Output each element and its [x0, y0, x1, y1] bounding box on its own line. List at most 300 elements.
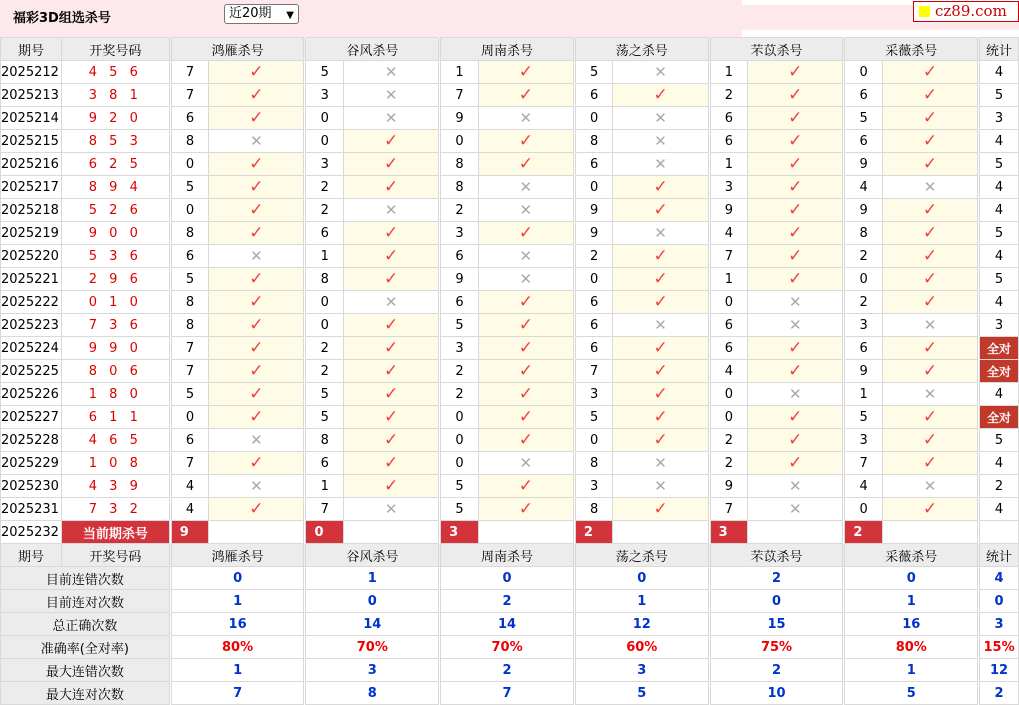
- kill-digit: 4: [171, 475, 209, 498]
- kill-digit: 2: [845, 291, 883, 314]
- issue-number: 2025227: [1, 406, 62, 429]
- stats-value: 1: [575, 590, 708, 613]
- stats-value: 75%: [710, 636, 843, 659]
- draw-number: 3 8 1: [61, 84, 169, 107]
- kill-digit: 6: [306, 222, 344, 245]
- stats-row: [1, 613, 1019, 636]
- check-cell: [613, 498, 708, 521]
- kill-digit: 6: [306, 452, 344, 475]
- kill-digit: 2: [306, 199, 344, 222]
- issue-number: 2025220: [1, 245, 62, 268]
- cross-cell: [209, 130, 304, 153]
- kill-digit: 2: [441, 199, 479, 222]
- cross-icon: ✕: [519, 178, 533, 196]
- header-predictor: 谷风杀号: [306, 544, 439, 567]
- check-cell: [882, 360, 977, 383]
- cross-cell: [613, 107, 708, 130]
- check-cell: [613, 360, 708, 383]
- check-icon: ✓: [383, 406, 399, 427]
- kill-digit: 8: [171, 314, 209, 337]
- cross-icon: ✕: [654, 109, 667, 127]
- check-cell: [209, 360, 304, 383]
- cross-icon: ✕: [654, 454, 667, 472]
- check-icon: ✓: [383, 429, 399, 450]
- cross-icon: ✕: [654, 477, 667, 495]
- header-predictor: 荡之杀号: [575, 38, 708, 61]
- check-cell: [209, 84, 304, 107]
- stats-value: 0: [575, 567, 708, 590]
- cross-icon: ✕: [654, 155, 667, 173]
- stats-value: 3: [575, 659, 708, 682]
- kill-digit: 5: [306, 383, 344, 406]
- check-icon: ✓: [383, 245, 399, 266]
- stats-value: 10: [710, 682, 843, 705]
- cross-icon: ✕: [250, 247, 263, 265]
- check-cell: [478, 498, 573, 521]
- kill-digit: 4: [710, 222, 748, 245]
- kill-digit: 0: [441, 406, 479, 429]
- cross-cell: [344, 199, 439, 222]
- kill-digit: 6: [710, 130, 748, 153]
- table-row: [1, 61, 1019, 84]
- cross-cell: [613, 475, 708, 498]
- check-cell: [478, 314, 573, 337]
- issue-number: 2025215: [1, 130, 62, 153]
- check-icon: ✓: [788, 429, 803, 450]
- stats-value: 5: [575, 682, 708, 705]
- check-cell: [748, 153, 843, 176]
- check-cell: [209, 337, 304, 360]
- check-icon: ✓: [249, 199, 264, 220]
- check-icon: ✓: [518, 429, 533, 450]
- table-body: [1, 38, 1019, 705]
- cross-icon: ✕: [384, 86, 398, 104]
- table-row: [1, 291, 1019, 314]
- kill-digit: 5: [171, 268, 209, 291]
- cross-icon: ✕: [384, 293, 398, 311]
- kill-digit: 8: [306, 268, 344, 291]
- check-cell: [882, 61, 977, 84]
- kill-digit: 3: [575, 475, 613, 498]
- kill-digit: 1: [845, 383, 883, 406]
- kill-digit: 7: [171, 452, 209, 475]
- check-cell: [209, 176, 304, 199]
- cross-icon: ✕: [384, 500, 398, 518]
- stats-value: 7: [441, 682, 574, 705]
- current-kill-digit: 2: [575, 521, 613, 544]
- check-cell: [748, 176, 843, 199]
- kill-digit: 7: [710, 245, 748, 268]
- check-cell: [209, 199, 304, 222]
- kill-digit: 1: [441, 61, 479, 84]
- check-cell: [882, 498, 977, 521]
- kill-digit: 8: [575, 498, 613, 521]
- kill-digit: 4: [710, 360, 748, 383]
- header-predictor: 荡之杀号: [575, 544, 708, 567]
- check-icon: ✓: [788, 199, 803, 220]
- stats-value: 12: [575, 613, 708, 636]
- cross-icon: ✕: [789, 293, 802, 311]
- stats-value: 0: [306, 590, 439, 613]
- check-cell: [748, 429, 843, 452]
- cross-icon: ✕: [250, 431, 263, 449]
- check-icon: ✓: [922, 107, 938, 128]
- stats-total: 15%: [980, 636, 1019, 659]
- header-predictor: 周南杀号: [441, 544, 574, 567]
- current-blank-cell: [748, 521, 843, 544]
- current-kill-digit: 3: [441, 521, 479, 544]
- current-blank-cell: [209, 521, 304, 544]
- check-icon: ✓: [249, 360, 264, 381]
- kill-number-table-wrap: [0, 37, 1019, 705]
- cross-cell: [344, 107, 439, 130]
- kill-digit: 3: [441, 222, 479, 245]
- period-select[interactable]: [224, 4, 299, 24]
- check-cell: [344, 153, 439, 176]
- kill-digit: 9: [845, 199, 883, 222]
- check-cell: [209, 406, 304, 429]
- check-cell: [478, 291, 573, 314]
- kill-digit: 5: [171, 176, 209, 199]
- kill-digit: 7: [171, 360, 209, 383]
- issue-number: 2025213: [1, 84, 62, 107]
- kill-digit: 6: [710, 314, 748, 337]
- check-cell: [209, 61, 304, 84]
- kill-digit: 0: [306, 314, 344, 337]
- check-icon: ✓: [788, 406, 803, 427]
- cross-cell: [613, 314, 708, 337]
- cross-cell: [209, 475, 304, 498]
- draw-number: 4 5 6: [61, 61, 169, 84]
- check-icon: ✓: [249, 383, 264, 404]
- kill-digit: 6: [171, 245, 209, 268]
- check-icon: ✓: [922, 61, 938, 82]
- kill-digit: 6: [575, 291, 613, 314]
- header-draw: 开奖号码: [61, 544, 169, 567]
- header-predictor: 采薇杀号: [845, 544, 978, 567]
- header-issue: 期号: [1, 544, 62, 567]
- check-cell: [209, 452, 304, 475]
- cross-cell: [613, 130, 708, 153]
- kill-digit: 6: [845, 337, 883, 360]
- issue-number: 2025229: [1, 452, 62, 475]
- check-cell: [613, 84, 708, 107]
- check-cell: [613, 429, 708, 452]
- issue-number: 2025228: [1, 429, 62, 452]
- kill-digit: 5: [306, 406, 344, 429]
- kill-digit: 6: [441, 291, 479, 314]
- draw-number: 0 1 0: [61, 291, 169, 314]
- check-cell: [748, 406, 843, 429]
- check-icon: ✓: [383, 383, 399, 404]
- cross-icon: ✕: [654, 316, 667, 334]
- cross-icon: ✕: [789, 316, 802, 334]
- check-cell: [882, 222, 977, 245]
- cross-cell: [613, 61, 708, 84]
- kill-digit: 0: [845, 61, 883, 84]
- header-stat: 统计: [980, 38, 1019, 61]
- cross-icon: ✕: [654, 224, 667, 242]
- stats-label: 目前连错次数: [1, 567, 170, 590]
- check-icon: ✓: [518, 314, 533, 335]
- kill-digit: 3: [845, 314, 883, 337]
- stats-value: 70%: [306, 636, 439, 659]
- stats-row: [1, 682, 1019, 705]
- header-predictor: 芣苡杀号: [710, 544, 843, 567]
- check-icon: ✓: [922, 130, 938, 151]
- kill-digit: 3: [306, 84, 344, 107]
- check-icon: ✓: [788, 245, 803, 266]
- check-cell: [478, 429, 573, 452]
- stats-total: 0: [980, 590, 1019, 613]
- stats-row: [1, 567, 1019, 590]
- draw-number: 5 3 6: [61, 245, 169, 268]
- check-icon: ✓: [653, 429, 668, 450]
- cross-icon: ✕: [250, 477, 263, 495]
- check-cell: [882, 452, 977, 475]
- kill-digit: 3: [710, 176, 748, 199]
- issue-number: 2025222: [1, 291, 62, 314]
- check-icon: ✓: [653, 268, 668, 289]
- header-predictor: 鸿雁杀号: [171, 544, 304, 567]
- cross-icon: ✕: [519, 454, 533, 472]
- stats-value: 2: [710, 567, 843, 590]
- current-kill-digit: 0: [306, 521, 344, 544]
- header-predictor: 芣苡杀号: [710, 38, 843, 61]
- kill-digit: 0: [845, 498, 883, 521]
- cross-cell: [478, 245, 573, 268]
- check-cell: [344, 245, 439, 268]
- check-cell: [748, 360, 843, 383]
- check-icon: ✓: [249, 406, 264, 427]
- check-cell: [882, 406, 977, 429]
- stat-value: 4: [980, 199, 1019, 222]
- check-icon: ✓: [383, 153, 399, 174]
- draw-number: 6 1 1: [61, 406, 169, 429]
- check-icon: ✓: [922, 406, 938, 427]
- kill-digit: 6: [171, 429, 209, 452]
- kill-digit: 8: [171, 222, 209, 245]
- header-predictor: 鸿雁杀号: [171, 38, 304, 61]
- check-icon: ✓: [653, 84, 668, 105]
- check-icon: ✓: [249, 222, 264, 243]
- check-cell: [748, 245, 843, 268]
- draw-number: 2 9 6: [61, 268, 169, 291]
- stats-value: 3: [306, 659, 439, 682]
- check-cell: [478, 153, 573, 176]
- draw-number: 6 2 5: [61, 153, 169, 176]
- issue-number: 2025219: [1, 222, 62, 245]
- check-cell: [344, 406, 439, 429]
- kill-digit: 9: [845, 360, 883, 383]
- stats-row: [1, 590, 1019, 613]
- check-icon: ✓: [518, 337, 533, 358]
- current-period-label: 当前期杀号: [61, 521, 169, 544]
- check-icon: ✓: [383, 268, 399, 289]
- stat-value: 4: [980, 245, 1019, 268]
- stat-value: 4: [980, 452, 1019, 475]
- draw-number: 5 2 6: [61, 199, 169, 222]
- site-logo[interactable]: [913, 1, 1019, 22]
- check-icon: ✓: [922, 452, 938, 473]
- check-cell: [344, 337, 439, 360]
- stats-total: 12: [980, 659, 1019, 682]
- check-cell: [613, 383, 708, 406]
- table-row: [1, 245, 1019, 268]
- kill-digit: 0: [710, 406, 748, 429]
- kill-digit: 0: [710, 383, 748, 406]
- check-icon: ✓: [788, 176, 803, 197]
- stat-value: 4: [980, 61, 1019, 84]
- current-stat-cell: [980, 521, 1019, 544]
- check-cell: [478, 130, 573, 153]
- check-cell: [748, 61, 843, 84]
- check-cell: [613, 337, 708, 360]
- kill-digit: 6: [710, 107, 748, 130]
- check-cell: [613, 291, 708, 314]
- kill-digit: 5: [441, 498, 479, 521]
- issue-number: 2025214: [1, 107, 62, 130]
- kill-digit: 7: [441, 84, 479, 107]
- kill-digit: 9: [575, 199, 613, 222]
- kill-digit: 3: [575, 383, 613, 406]
- stats-label: 最大连错次数: [1, 659, 170, 682]
- check-cell: [882, 130, 977, 153]
- check-cell: [209, 383, 304, 406]
- draw-number: 1 8 0: [61, 383, 169, 406]
- kill-digit: 0: [575, 268, 613, 291]
- check-icon: ✓: [788, 61, 803, 82]
- kill-digit: 6: [575, 153, 613, 176]
- draw-number: 9 9 0: [61, 337, 169, 360]
- check-cell: [478, 61, 573, 84]
- check-icon: ✓: [249, 107, 264, 128]
- kill-digit: 2: [575, 245, 613, 268]
- issue-number: 2025212: [1, 61, 62, 84]
- stats-row: [1, 636, 1019, 659]
- kill-digit: 6: [710, 337, 748, 360]
- table-row: [1, 360, 1019, 383]
- check-icon: ✓: [383, 475, 399, 496]
- kill-digit: 0: [575, 429, 613, 452]
- stat-value: 4: [980, 130, 1019, 153]
- stat-value: 3: [980, 314, 1019, 337]
- draw-number: 4 6 5: [61, 429, 169, 452]
- stats-value: 60%: [575, 636, 708, 659]
- stats-label: 最大连对次数: [1, 682, 170, 705]
- stat-value: 全对: [980, 337, 1019, 360]
- check-cell: [748, 199, 843, 222]
- header-predictor: 周南杀号: [441, 38, 574, 61]
- kill-digit: 8: [441, 153, 479, 176]
- cross-icon: ✕: [654, 63, 667, 81]
- current-blank-cell: [478, 521, 573, 544]
- kill-digit: 5: [575, 61, 613, 84]
- check-cell: [882, 429, 977, 452]
- check-cell: [478, 222, 573, 245]
- check-icon: ✓: [518, 406, 533, 427]
- kill-digit: 0: [171, 199, 209, 222]
- stats-value: 1: [171, 590, 304, 613]
- cross-cell: [748, 498, 843, 521]
- cross-cell: [882, 383, 977, 406]
- check-cell: [748, 337, 843, 360]
- table-row: [1, 268, 1019, 291]
- kill-digit: 2: [710, 84, 748, 107]
- cross-icon: ✕: [923, 385, 937, 403]
- kill-digit: 8: [575, 130, 613, 153]
- check-cell: [613, 268, 708, 291]
- kill-digit: 2: [306, 337, 344, 360]
- check-cell: [882, 84, 977, 107]
- stat-value: 5: [980, 268, 1019, 291]
- kill-digit: 6: [171, 107, 209, 130]
- stats-value: 14: [441, 613, 574, 636]
- check-icon: ✓: [249, 314, 264, 335]
- check-icon: ✓: [249, 153, 264, 174]
- check-icon: ✓: [653, 498, 668, 519]
- stats-value: 1: [845, 659, 978, 682]
- check-icon: ✓: [788, 107, 803, 128]
- issue-number: 2025223: [1, 314, 62, 337]
- table-row: [1, 199, 1019, 222]
- check-icon: ✓: [788, 222, 803, 243]
- kill-digit: 7: [845, 452, 883, 475]
- header-predictor: 谷风杀号: [306, 38, 439, 61]
- check-cell: [882, 153, 977, 176]
- cross-cell: [748, 314, 843, 337]
- stats-value: 2: [710, 659, 843, 682]
- stats-label: 总正确次数: [1, 613, 170, 636]
- draw-number: 9 0 0: [61, 222, 169, 245]
- cross-cell: [882, 475, 977, 498]
- kill-digit: 8: [306, 429, 344, 452]
- header-predictor: 采薇杀号: [845, 38, 978, 61]
- check-icon: ✓: [653, 360, 668, 381]
- check-icon: ✓: [249, 498, 264, 519]
- stats-value: 0: [171, 567, 304, 590]
- check-icon: ✓: [653, 176, 668, 197]
- cross-icon: ✕: [250, 132, 263, 150]
- check-cell: [344, 475, 439, 498]
- cross-icon: ✕: [789, 500, 802, 518]
- stats-label: 准确率(全对率): [1, 636, 170, 659]
- stat-value: 全对: [980, 406, 1019, 429]
- cross-icon: ✕: [789, 477, 802, 495]
- kill-digit: 1: [710, 153, 748, 176]
- issue-number: 2025221: [1, 268, 62, 291]
- kill-digit: 6: [845, 84, 883, 107]
- stat-value: 4: [980, 383, 1019, 406]
- kill-digit: 0: [575, 107, 613, 130]
- check-icon: ✓: [922, 153, 938, 174]
- check-cell: [748, 222, 843, 245]
- draw-number: 8 9 4: [61, 176, 169, 199]
- kill-digit: 2: [710, 429, 748, 452]
- issue-number: 2025216: [1, 153, 62, 176]
- cross-cell: [344, 498, 439, 521]
- kill-digit: 4: [171, 498, 209, 521]
- cross-cell: [478, 268, 573, 291]
- draw-number: 1 0 8: [61, 452, 169, 475]
- chevron-down-icon: ▼: [286, 10, 294, 21]
- kill-digit: 2: [845, 245, 883, 268]
- stats-value: 15: [710, 613, 843, 636]
- check-cell: [478, 406, 573, 429]
- kill-digit: 2: [441, 360, 479, 383]
- check-icon: ✓: [249, 61, 264, 82]
- cross-icon: ✕: [519, 270, 533, 288]
